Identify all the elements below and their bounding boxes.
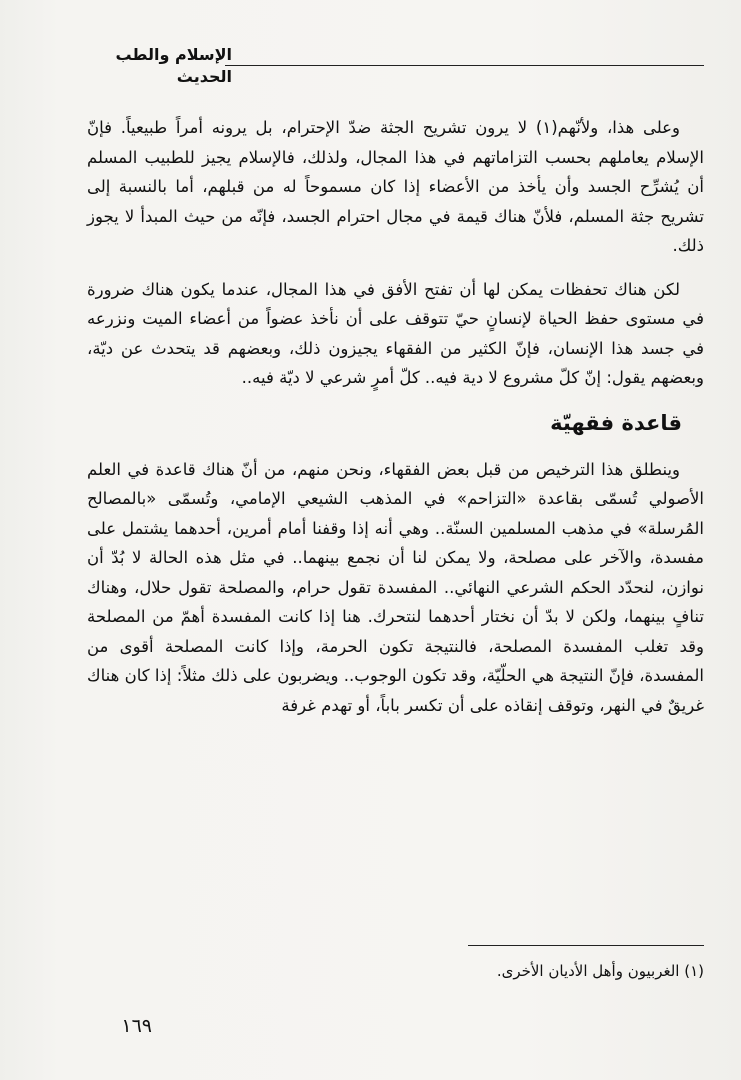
footnote-rule	[468, 945, 704, 946]
header-rule	[225, 65, 704, 66]
section-heading: قاعدة فقهيّة	[550, 410, 682, 435]
paragraph-2: لكن هناك تحفظات يمكن لها أن تفتح الأفق في هذا المجال، عندما يكون هناك ضرورة في مستوى حفظ الحياة لإنسانٍ حيّ تتوقف على أن نأخذ عضواً من أعضاء الميت ونزرعه في جسد هذا الإنسان، فإنّ الكثير من الفقهاء يجيزون ذلك، وبعضهم قد يتحدث عن ديّة، وبعضهم يقول: إنّ كلّ مشروع لا دية فيه.. كلّ أمرٍ شرعي لا ديّة فيه..	[87, 279, 704, 387]
paragraph-1: وعلى هذا، ولأنّهم(١) لا يرون تشريح الجثة ضدّ الإحترام، بل يرونه أمراً طبيعياً. فإنّ الإسلام يعاملهم بحسب التزاماتهم في هذا المجال، ولذلك، فالإسلام يجيز للطبيب المسلم أن يُشرِّح الجسد وأن يأخذ من الأعضاء إذا كان مسموحاً له من قبلهم، أما بالنسبة إلى تشريح جثة المسلم، فلأنّ هناك قيمة في مجال احترام الجسد، فإنّه من حيث المبدأ لا يجوز ذلك.	[87, 118, 704, 255]
paragraph-3: وينطلق هذا الترخيص من قبل بعض الفقهاء، ونحن منهم، من أنّ هناك قاعدة في العلم الأصولي تُسمّى بقاعدة «التزاحم» في المذهب الشيعي الإمامي، وتُسمّى «بالمصالح المُرسلة» في مذهب المسلمين السنّة.. وهي أنه إذا وقفنا أمام أمرين، أحدهما يشتمل على مفسدة، والآخر على مصلحة، ولا يمكن لنا أن نجمع بينهما.. في مثل هذه الحالة لا بُدّ أن نوازن، لنحدّد الحكم الشرعي النهائي.. المفسدة تقول حرام، والمصلحة تقول حلال، وهناك تنافٍ بينهما، ولكن لا بدّ أن نختار أحدهما لنتحرك. هنا إذا كانت المفسدة أهمّ من المصلحة وقد تغلب المفسدة المصلحة، فالنتيجة تكون الحرمة، وإذا كانت المصلحة أقوى من المفسدة، فإنّ النتيجة هي الحلّيّة، وقد تكون الوجوب.. ويضربون على ذلك مثلاً: إذا كان هناك غريقٌ في النهر، وتوقف إنقاذه على أن تكسر باباً، أو تهدم غرفة	[87, 459, 704, 715]
page-number: ١٦٩	[121, 1015, 152, 1037]
running-head: الإسلام والطب الحديث	[115, 45, 232, 86]
footnote: (١) الغربيون وأهل الأديان الأخرى.	[496, 962, 704, 980]
main-text	[87, 113, 704, 720]
